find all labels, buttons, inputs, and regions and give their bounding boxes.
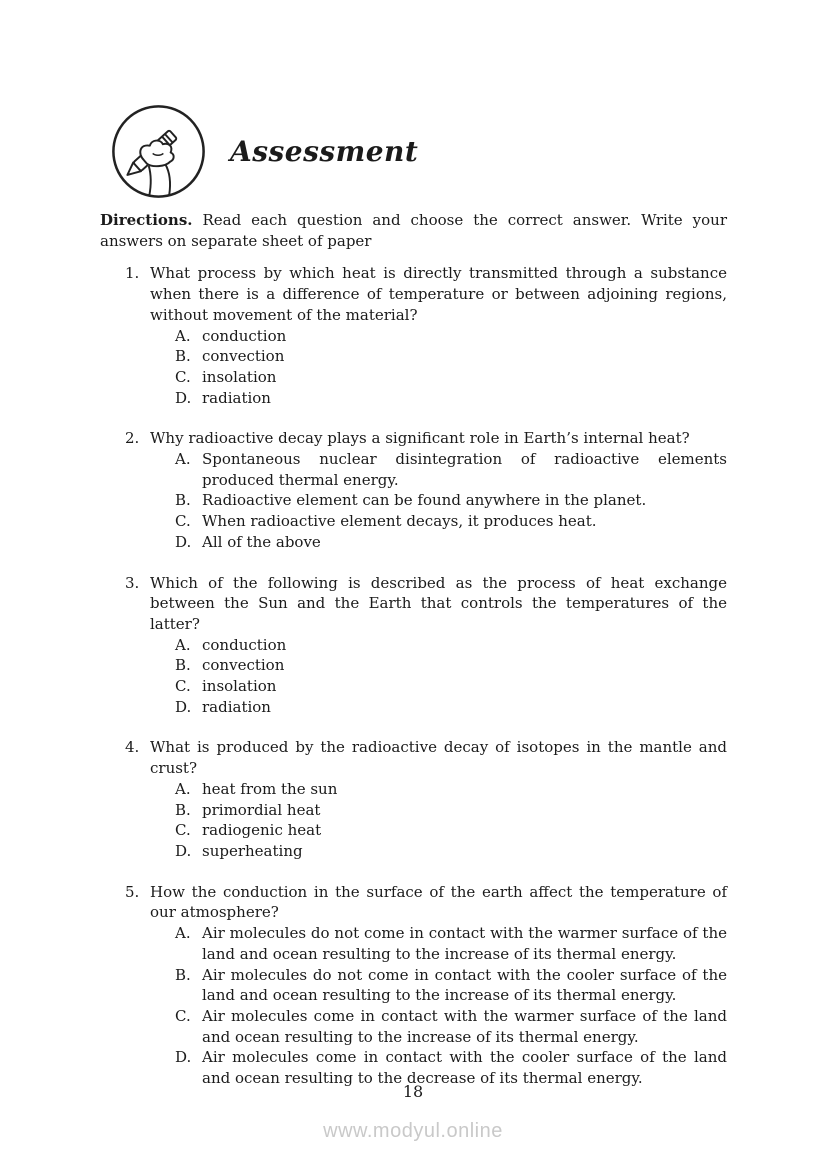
option-text: conduction <box>202 326 287 345</box>
option-letter: C. <box>175 512 191 531</box>
option-list <box>125 923 727 1089</box>
option-text: When radioactive element decays, it produces heat. <box>202 512 597 531</box>
question-number: 3. <box>125 573 140 592</box>
option-item <box>175 511 727 532</box>
question-number: 2. <box>125 429 140 448</box>
question-row <box>125 573 727 635</box>
option-text: radiogenic heat <box>202 821 322 840</box>
question-number: 4. <box>125 738 140 757</box>
option-item <box>175 800 727 821</box>
option-text: All of the above <box>202 532 321 551</box>
option-item <box>175 346 727 367</box>
option-letter: B. <box>175 656 191 675</box>
question-text: What process by which heat is directly transmitted through a substance when there is a difference of temperature or between adjoining regions, without movement of the material? <box>150 264 727 324</box>
directions <box>100 210 727 251</box>
option-letter: A. <box>175 326 191 345</box>
option-letter: D. <box>175 697 192 716</box>
option-item <box>175 367 727 388</box>
option-item <box>175 635 727 656</box>
assessment-header <box>100 103 727 200</box>
option-item <box>175 326 727 347</box>
option-letter: B. <box>175 491 191 510</box>
option-text: radiation <box>202 388 271 407</box>
option-text: superheating <box>202 841 303 860</box>
option-text: Spontaneous nuclear disintegration of radioactive elements produced thermal energy. <box>202 450 727 489</box>
question-text: Why radioactive decay plays a significant role in Earth’s internal heat? <box>150 429 690 448</box>
option-letter: D. <box>175 841 192 860</box>
option-text: Air molecules do not come in contact with the warmer surface of the land and ocean resulting to the increase of its thermal energy. <box>202 924 727 963</box>
option-list <box>125 779 727 862</box>
option-letter: D. <box>175 388 192 407</box>
option-item <box>175 820 727 841</box>
option-letter: D. <box>175 1048 192 1067</box>
writing-hand-icon <box>110 103 207 200</box>
page-number: 18 <box>402 1082 424 1101</box>
question-number: 1. <box>125 264 140 283</box>
option-letter: A. <box>175 924 191 943</box>
option-list <box>125 449 727 553</box>
option-text: convection <box>202 656 285 675</box>
option-item <box>175 490 727 511</box>
question-item <box>125 882 727 1089</box>
option-item <box>175 388 727 409</box>
option-letter: C. <box>175 367 191 386</box>
option-text: primordial heat <box>202 800 321 819</box>
question-item <box>125 428 727 552</box>
question-item <box>125 737 727 861</box>
option-text: Radioactive element can be found anywhere in the planet. <box>202 491 647 510</box>
question-row <box>125 882 727 923</box>
question-text: How the conduction in the surface of the earth affect the temperature of our atmosphere? <box>150 882 727 922</box>
option-text: insolation <box>202 677 277 696</box>
option-letter: A. <box>175 635 191 654</box>
option-item <box>175 841 727 862</box>
option-item <box>175 965 727 1006</box>
option-item <box>175 676 727 697</box>
option-text: Air molecules do not come in contact with the cooler surface of the land and ocean resulting to the increase of its thermal energy. <box>202 965 727 1005</box>
question-row <box>125 263 727 325</box>
question-number: 5. <box>125 882 140 901</box>
option-letter: C. <box>175 677 191 696</box>
question-item <box>125 573 727 718</box>
option-item <box>175 1006 727 1047</box>
question-text: Which of the following is described as the process of heat exchange between the Sun and the Earth that controls the temperatures of the latter? <box>150 573 727 633</box>
option-letter: C. <box>175 1006 191 1025</box>
option-text: Air molecules come in contact with the cooler surface of the land and ocean resulting to the decrease of its thermal energy. <box>202 1048 727 1088</box>
option-text: heat from the sun <box>202 779 338 798</box>
watermark: www.modyul.online <box>323 1120 503 1142</box>
option-text: radiation <box>202 697 271 716</box>
option-text: insolation <box>202 367 277 386</box>
option-letter: C. <box>175 821 191 840</box>
question-row <box>125 737 727 778</box>
option-item <box>175 779 727 800</box>
option-list <box>125 326 727 409</box>
question-item <box>125 263 727 408</box>
option-letter: A. <box>175 779 191 798</box>
directions-text: Read each question and choose the correct answer. Write your answers on separate sheet of paper <box>100 211 727 250</box>
option-list <box>125 635 727 718</box>
option-item <box>175 697 727 718</box>
option-letter: B. <box>175 347 191 366</box>
option-item <box>175 655 727 676</box>
page-title: Assessment <box>230 134 419 168</box>
option-letter: B. <box>175 800 191 819</box>
option-letter: A. <box>175 450 191 469</box>
question-list <box>100 263 727 1088</box>
directions-label: Directions. <box>100 211 193 229</box>
option-letter: B. <box>175 965 191 984</box>
option-item <box>175 532 727 553</box>
option-item <box>175 449 727 490</box>
option-text: convection <box>202 347 285 366</box>
option-text: Air molecules come in contact with the warmer surface of the land and ocean resulting to the increase of its thermal energy. <box>202 1006 727 1046</box>
option-letter: D. <box>175 532 192 551</box>
option-item <box>175 923 727 964</box>
option-text: conduction <box>202 635 287 654</box>
question-text: What is produced by the radioactive decay of isotopes in the mantle and crust? <box>150 738 727 778</box>
question-row <box>125 428 727 449</box>
